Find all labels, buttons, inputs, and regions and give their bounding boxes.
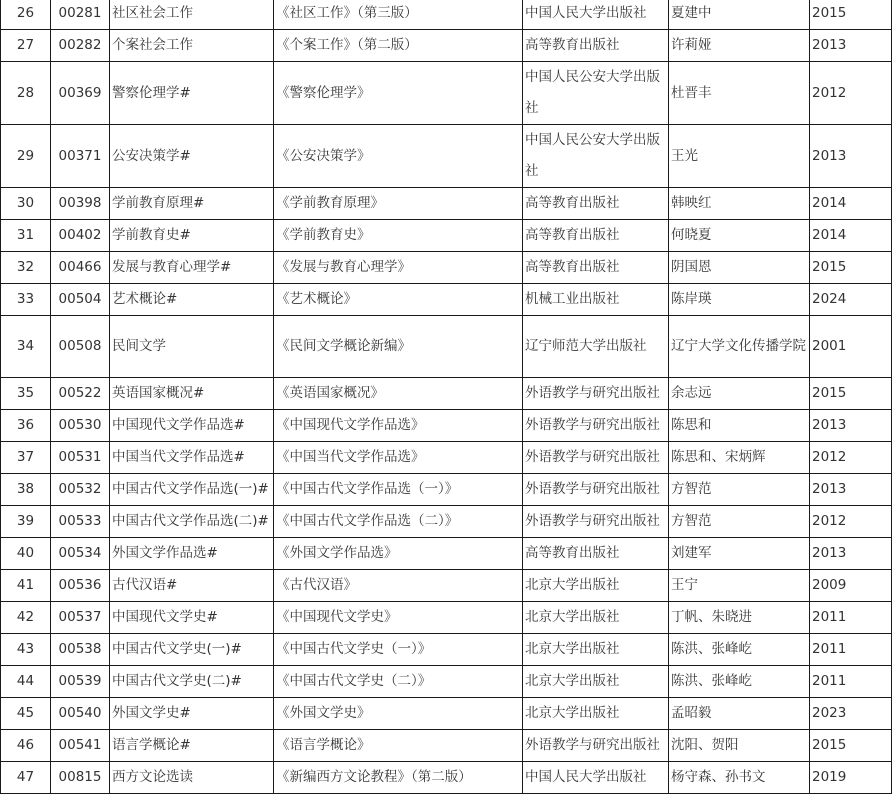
author: 陈思和 xyxy=(669,410,810,442)
textbook-title: 《中国现代文学作品选》 xyxy=(274,410,523,442)
table-row xyxy=(1,188,892,220)
table-row xyxy=(1,378,892,410)
table-body xyxy=(1,0,892,794)
course-name: 中国古代文学史(二)# xyxy=(110,666,274,698)
row-number: 43 xyxy=(1,634,51,666)
publisher: 外语教学与研究出版社 xyxy=(523,474,669,506)
course-name: 中国当代文学作品选# xyxy=(110,442,274,474)
textbook-title: 《学前教育史》 xyxy=(274,220,523,252)
course-name: 社区社会工作 xyxy=(110,0,274,30)
course-name: 中国古代文学史(一)# xyxy=(110,634,274,666)
author: 何晓夏 xyxy=(669,220,810,252)
table-row xyxy=(1,570,892,602)
row-number: 38 xyxy=(1,474,51,506)
author: 沈阳、贺阳 xyxy=(669,730,810,762)
course-code: 00537 xyxy=(51,602,110,634)
author: 阴国恩 xyxy=(669,252,810,284)
table-row xyxy=(1,538,892,570)
publisher: 高等教育出版社 xyxy=(523,252,669,284)
publisher: 外语教学与研究出版社 xyxy=(523,378,669,410)
textbook-title: 《中国古代文学作品选（一）》 xyxy=(274,474,523,506)
course-name: 西方文论选读 xyxy=(110,762,274,794)
course-name: 古代汉语# xyxy=(110,570,274,602)
course-code: 00369 xyxy=(51,62,110,125)
course-code: 00281 xyxy=(51,0,110,30)
table-row xyxy=(1,30,892,62)
course-code: 00504 xyxy=(51,284,110,316)
textbook-title: 《社区工作》（第三版） xyxy=(274,0,523,30)
table-row xyxy=(1,762,892,794)
row-number: 41 xyxy=(1,570,51,602)
table-row xyxy=(1,125,892,188)
course-code: 00371 xyxy=(51,125,110,188)
row-number: 47 xyxy=(1,762,51,794)
course-name: 公安决策学# xyxy=(110,125,274,188)
course-code: 00540 xyxy=(51,698,110,730)
edition-year: 2011 xyxy=(810,634,892,666)
table-row xyxy=(1,602,892,634)
textbook-title: 《民间文学概论新编》 xyxy=(274,316,523,378)
edition-year: 2015 xyxy=(810,0,892,30)
course-name: 警察伦理学# xyxy=(110,62,274,125)
course-code: 00536 xyxy=(51,570,110,602)
textbook-title: 《语言学概论》 xyxy=(274,730,523,762)
edition-year: 2013 xyxy=(810,538,892,570)
edition-year: 2013 xyxy=(810,410,892,442)
course-name: 外国文学史# xyxy=(110,698,274,730)
author: 方智范 xyxy=(669,474,810,506)
author: 韩映红 xyxy=(669,188,810,220)
publisher: 机械工业出版社 xyxy=(523,284,669,316)
author: 刘建军 xyxy=(669,538,810,570)
row-number: 42 xyxy=(1,602,51,634)
publisher: 北京大学出版社 xyxy=(523,698,669,730)
edition-year: 2019 xyxy=(810,762,892,794)
course-name: 个案社会工作 xyxy=(110,30,274,62)
publisher: 中国人民大学出版社 xyxy=(523,762,669,794)
publisher: 中国人民公安大学出版社 xyxy=(523,125,669,188)
table-row xyxy=(1,634,892,666)
course-code: 00466 xyxy=(51,252,110,284)
publisher: 高等教育出版社 xyxy=(523,188,669,220)
course-name: 中国现代文学作品选# xyxy=(110,410,274,442)
row-number: 37 xyxy=(1,442,51,474)
edition-year: 2012 xyxy=(810,506,892,538)
edition-year: 2014 xyxy=(810,220,892,252)
textbook-title: 《警察伦理学》 xyxy=(274,62,523,125)
table-row xyxy=(1,474,892,506)
textbook-title: 《中国古代文学史（一）》 xyxy=(274,634,523,666)
edition-year: 2024 xyxy=(810,284,892,316)
course-code: 00532 xyxy=(51,474,110,506)
course-code: 00508 xyxy=(51,316,110,378)
row-number: 34 xyxy=(1,316,51,378)
table-row xyxy=(1,698,892,730)
edition-year: 2013 xyxy=(810,30,892,62)
row-number: 40 xyxy=(1,538,51,570)
edition-year: 2012 xyxy=(810,442,892,474)
row-number: 36 xyxy=(1,410,51,442)
row-number: 35 xyxy=(1,378,51,410)
table-row xyxy=(1,410,892,442)
course-code: 00539 xyxy=(51,666,110,698)
edition-year: 2011 xyxy=(810,602,892,634)
author: 王光 xyxy=(669,125,810,188)
textbook-title: 《中国古代文学史（二）》 xyxy=(274,666,523,698)
course-code: 00815 xyxy=(51,762,110,794)
course-name: 中国古代文学作品选(二)# xyxy=(110,506,274,538)
publisher: 外语教学与研究出版社 xyxy=(523,506,669,538)
course-code: 00531 xyxy=(51,442,110,474)
author: 余志远 xyxy=(669,378,810,410)
row-number: 39 xyxy=(1,506,51,538)
course-code: 00533 xyxy=(51,506,110,538)
course-code: 00534 xyxy=(51,538,110,570)
textbook-title: 《中国当代文学作品选》 xyxy=(274,442,523,474)
edition-year: 2023 xyxy=(810,698,892,730)
course-code: 00282 xyxy=(51,30,110,62)
author: 孟昭毅 xyxy=(669,698,810,730)
textbook-title: 《个案工作》（第二版） xyxy=(274,30,523,62)
table-row xyxy=(1,0,892,30)
table-row xyxy=(1,252,892,284)
table-row xyxy=(1,220,892,252)
publisher: 中国人民大学出版社 xyxy=(523,0,669,30)
textbook-title: 《中国现代文学史》 xyxy=(274,602,523,634)
publisher: 北京大学出版社 xyxy=(523,634,669,666)
table-row xyxy=(1,506,892,538)
row-number: 28 xyxy=(1,62,51,125)
course-code: 00538 xyxy=(51,634,110,666)
author: 丁帆、朱晓进 xyxy=(669,602,810,634)
course-name: 语言学概论# xyxy=(110,730,274,762)
table-row xyxy=(1,316,892,378)
row-number: 45 xyxy=(1,698,51,730)
row-number: 29 xyxy=(1,125,51,188)
publisher: 外语教学与研究出版社 xyxy=(523,442,669,474)
publisher: 中国人民公安大学出版社 xyxy=(523,62,669,125)
row-number: 26 xyxy=(1,0,51,30)
author: 杨守森、孙书文 xyxy=(669,762,810,794)
publisher: 高等教育出版社 xyxy=(523,30,669,62)
author: 王宁 xyxy=(669,570,810,602)
edition-year: 2009 xyxy=(810,570,892,602)
course-code: 00398 xyxy=(51,188,110,220)
publisher: 北京大学出版社 xyxy=(523,570,669,602)
textbook-title: 《公安决策学》 xyxy=(274,125,523,188)
course-code: 00522 xyxy=(51,378,110,410)
edition-year: 2015 xyxy=(810,252,892,284)
course-name: 中国现代文学史# xyxy=(110,602,274,634)
course-name: 学前教育史# xyxy=(110,220,274,252)
table-row xyxy=(1,62,892,125)
course-name: 学前教育原理# xyxy=(110,188,274,220)
textbook-title: 《发展与教育心理学》 xyxy=(274,252,523,284)
author: 杜晋丰 xyxy=(669,62,810,125)
course-name: 艺术概论# xyxy=(110,284,274,316)
edition-year: 2013 xyxy=(810,125,892,188)
author: 陈洪、张峰屹 xyxy=(669,666,810,698)
publisher: 外语教学与研究出版社 xyxy=(523,730,669,762)
publisher: 北京大学出版社 xyxy=(523,666,669,698)
publisher: 外语教学与研究出版社 xyxy=(523,410,669,442)
course-name: 英语国家概况# xyxy=(110,378,274,410)
table-row xyxy=(1,666,892,698)
edition-year: 2014 xyxy=(810,188,892,220)
course-name: 中国古代文学作品选(一)# xyxy=(110,474,274,506)
edition-year: 2011 xyxy=(810,666,892,698)
course-name: 发展与教育心理学# xyxy=(110,252,274,284)
publisher: 高等教育出版社 xyxy=(523,220,669,252)
edition-year: 2013 xyxy=(810,474,892,506)
author: 陈洪、张峰屹 xyxy=(669,634,810,666)
course-code: 00402 xyxy=(51,220,110,252)
table-row xyxy=(1,284,892,316)
author: 陈岸瑛 xyxy=(669,284,810,316)
textbook-title: 《外国文学作品选》 xyxy=(274,538,523,570)
course-code: 00541 xyxy=(51,730,110,762)
textbook-title: 《艺术概论》 xyxy=(274,284,523,316)
textbook-title: 《新编西方文论教程》（第二版） xyxy=(274,762,523,794)
publisher: 高等教育出版社 xyxy=(523,538,669,570)
author: 陈思和、宋炳辉 xyxy=(669,442,810,474)
author: 辽宁大学文化传播学院 xyxy=(669,316,810,378)
row-number: 31 xyxy=(1,220,51,252)
textbook-title: 《中国古代文学作品选（二）》 xyxy=(274,506,523,538)
row-number: 27 xyxy=(1,30,51,62)
textbook-title: 《英语国家概况》 xyxy=(274,378,523,410)
author: 夏建中 xyxy=(669,0,810,30)
course-name: 民间文学 xyxy=(110,316,274,378)
row-number: 30 xyxy=(1,188,51,220)
edition-year: 2012 xyxy=(810,62,892,125)
textbook-title: 《外国文学史》 xyxy=(274,698,523,730)
course-name: 外国文学作品选# xyxy=(110,538,274,570)
row-number: 44 xyxy=(1,666,51,698)
row-number: 46 xyxy=(1,730,51,762)
table-row xyxy=(1,442,892,474)
edition-year: 2015 xyxy=(810,378,892,410)
course-code: 00530 xyxy=(51,410,110,442)
row-number: 32 xyxy=(1,252,51,284)
textbook-title: 《学前教育原理》 xyxy=(274,188,523,220)
author: 方智范 xyxy=(669,506,810,538)
author: 许莉娅 xyxy=(669,30,810,62)
publisher: 辽宁师范大学出版社 xyxy=(523,316,669,378)
edition-year: 2015 xyxy=(810,730,892,762)
table-row xyxy=(1,730,892,762)
edition-year: 2001 xyxy=(810,316,892,378)
row-number: 33 xyxy=(1,284,51,316)
publisher: 北京大学出版社 xyxy=(523,602,669,634)
textbook-title: 《古代汉语》 xyxy=(274,570,523,602)
